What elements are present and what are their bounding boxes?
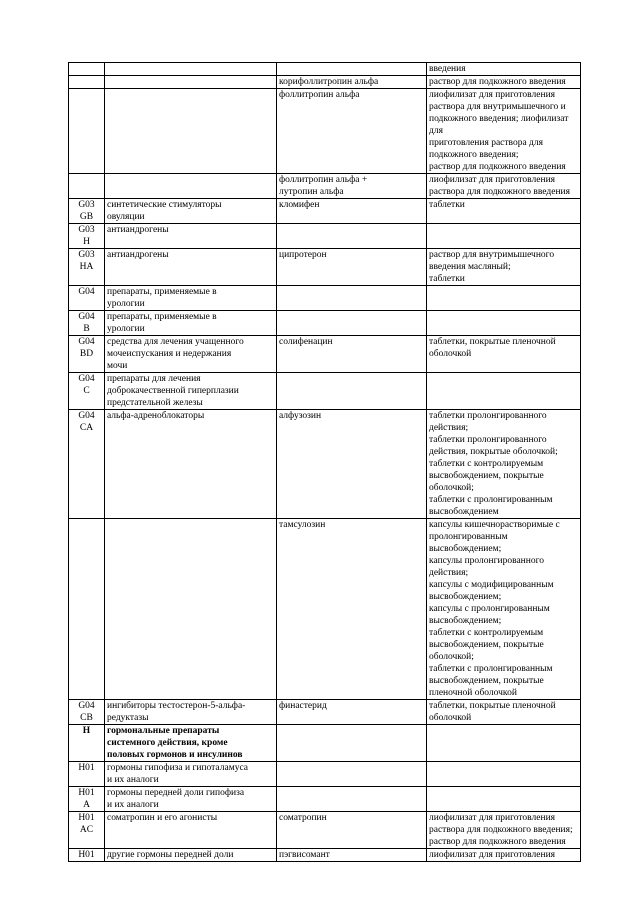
drug-name-cell: фоллитропин альфа bbox=[277, 89, 427, 174]
atc-code-cell: G04 bbox=[69, 286, 105, 311]
anatomic-group-cell: соматропин и его агонисты bbox=[105, 812, 277, 849]
atc-code-cell: G03 HA bbox=[69, 249, 105, 286]
anatomic-group-cell bbox=[105, 63, 277, 76]
dosage-form-cell: таблетки, покрытые пленочной оболочкой bbox=[427, 336, 581, 373]
atc-code-cell: G04 BD bbox=[69, 336, 105, 373]
table-row bbox=[69, 519, 581, 700]
table-row bbox=[69, 249, 581, 286]
drug-name-cell: корифоллитропин альфа bbox=[277, 76, 427, 89]
dosage-form-cell bbox=[427, 311, 581, 336]
atc-code-cell: G04 C bbox=[69, 373, 105, 410]
atc-code-cell: H bbox=[69, 725, 105, 762]
table-row bbox=[69, 812, 581, 849]
table-row bbox=[69, 336, 581, 373]
anatomic-group-cell: альфа-адреноблокаторы bbox=[105, 410, 277, 519]
anatomic-group-cell: ингибиторы тестостерон-5-альфа- редуктазы bbox=[105, 700, 277, 725]
atc-code-cell bbox=[69, 76, 105, 89]
table-row bbox=[69, 410, 581, 519]
anatomic-group-cell: гормоны гипофиза и гипоталамуса и их аналоги bbox=[105, 762, 277, 787]
dosage-form-cell bbox=[427, 373, 581, 410]
anatomic-group-cell bbox=[105, 76, 277, 89]
atc-code-cell: G04 B bbox=[69, 311, 105, 336]
atc-code-cell bbox=[69, 63, 105, 76]
drug-name-cell: финастерид bbox=[277, 700, 427, 725]
anatomic-group-cell: препараты для лечения доброкачественной гиперплазии предстательной железы bbox=[105, 373, 277, 410]
dosage-form-cell bbox=[427, 762, 581, 787]
anatomic-group-cell bbox=[105, 519, 277, 700]
atc-code-cell: G04 CA bbox=[69, 410, 105, 519]
table-row bbox=[69, 224, 581, 249]
atc-code-cell bbox=[69, 174, 105, 199]
atc-code-cell: G03 GB bbox=[69, 199, 105, 224]
drug-list-table-page bbox=[68, 62, 580, 862]
dosage-form-cell bbox=[427, 224, 581, 249]
table-row bbox=[69, 89, 581, 174]
dosage-form-cell bbox=[427, 725, 581, 762]
drug-name-cell bbox=[277, 286, 427, 311]
anatomic-group-cell: другие гормоны передней доли bbox=[105, 849, 277, 862]
drug-name-cell bbox=[277, 311, 427, 336]
drug-name-cell bbox=[277, 63, 427, 76]
anatomic-group-cell: гормональные препараты системного действия, кроме половых гормонов и инсулинов bbox=[105, 725, 277, 762]
dosage-form-cell: таблетки bbox=[427, 199, 581, 224]
dosage-form-cell bbox=[427, 787, 581, 812]
dosage-form-cell: таблетки пролонгированного действия; таблетки пролонгированного действия, покрытые оболочкой; таблетки с контролируемым высвобождением, покрытые оболочкой; таблетки с пролонгированным высвобождением bbox=[427, 410, 581, 519]
drug-name-cell: тамсулозин bbox=[277, 519, 427, 700]
anatomic-group-cell: антиандрогены bbox=[105, 249, 277, 286]
dosage-form-cell: лиофилизат для приготовления раствора для подкожного введения bbox=[427, 174, 581, 199]
table-row bbox=[69, 311, 581, 336]
drug-name-cell bbox=[277, 787, 427, 812]
atc-code-cell bbox=[69, 519, 105, 700]
anatomic-group-cell: гормоны передней доли гипофиза и их аналоги bbox=[105, 787, 277, 812]
dosage-form-cell: таблетки, покрытые пленочной оболочкой bbox=[427, 700, 581, 725]
table-row bbox=[69, 725, 581, 762]
table-row bbox=[69, 174, 581, 199]
table-row bbox=[69, 76, 581, 89]
table-row bbox=[69, 63, 581, 76]
atc-code-cell: H01 A bbox=[69, 787, 105, 812]
table-row bbox=[69, 700, 581, 725]
dosage-form-cell: раствор для подкожного введения bbox=[427, 76, 581, 89]
table-row bbox=[69, 849, 581, 862]
table-row bbox=[69, 787, 581, 812]
table-row bbox=[69, 286, 581, 311]
drug-name-cell bbox=[277, 224, 427, 249]
atc-code-cell: H01 AC bbox=[69, 812, 105, 849]
drug-name-cell bbox=[277, 762, 427, 787]
drug-name-cell bbox=[277, 373, 427, 410]
drug-name-cell: кломифен bbox=[277, 199, 427, 224]
anatomic-group-cell: препараты, применяемые в урологии bbox=[105, 311, 277, 336]
drug-name-cell: ципротерон bbox=[277, 249, 427, 286]
drug-name-cell: соматропин bbox=[277, 812, 427, 849]
atc-code-cell: H01 bbox=[69, 762, 105, 787]
table-row bbox=[69, 762, 581, 787]
dosage-form-cell: лиофилизат для приготовления раствора для подкожного введения; раствор для подкожного введения bbox=[427, 812, 581, 849]
dosage-form-cell: лиофилизат для приготовления bbox=[427, 849, 581, 862]
anatomic-group-cell: препараты, применяемые в урологии bbox=[105, 286, 277, 311]
drug-name-cell bbox=[277, 725, 427, 762]
atc-code-cell bbox=[69, 89, 105, 174]
atc-code-cell: G03 H bbox=[69, 224, 105, 249]
atc-code-cell: G04 CB bbox=[69, 700, 105, 725]
table-row bbox=[69, 199, 581, 224]
drug-name-cell: пэгвисомант bbox=[277, 849, 427, 862]
table-row bbox=[69, 373, 581, 410]
drug-name-cell: алфузозин bbox=[277, 410, 427, 519]
drug-name-cell: солифенацин bbox=[277, 336, 427, 373]
anatomic-group-cell: антиандрогены bbox=[105, 224, 277, 249]
dosage-form-cell: введения bbox=[427, 63, 581, 76]
anatomic-group-cell: средства для лечения учащенного мочеиспускания и недержания мочи bbox=[105, 336, 277, 373]
drug-table-body bbox=[69, 63, 581, 862]
drug-name-cell: фоллитропин альфа + лутропин альфа bbox=[277, 174, 427, 199]
dosage-form-cell: раствор для внутримышечного введения масляный; таблетки bbox=[427, 249, 581, 286]
dosage-form-cell: капсулы кишечнорастворимые с пролонгированным высвобождением; капсулы пролонгированного действия; капсулы с модифицированным высвобождением; капсулы с пролонгированным высвобождением; таблетки с контролируемым высвобождением, покрытые оболочкой; таблетки с пролонгированным высвобождением, покрытые пленочной оболочкой bbox=[427, 519, 581, 700]
drug-table bbox=[68, 62, 581, 862]
anatomic-group-cell bbox=[105, 174, 277, 199]
dosage-form-cell: лиофилизат для приготовления раствора для внутримышечного и подкожного введения; лиофилизат для приготовления раствора для подкожного введения; раствор для подкожного введения bbox=[427, 89, 581, 174]
anatomic-group-cell bbox=[105, 89, 277, 174]
anatomic-group-cell: синтетические стимуляторы овуляции bbox=[105, 199, 277, 224]
dosage-form-cell bbox=[427, 286, 581, 311]
atc-code-cell: H01 bbox=[69, 849, 105, 862]
